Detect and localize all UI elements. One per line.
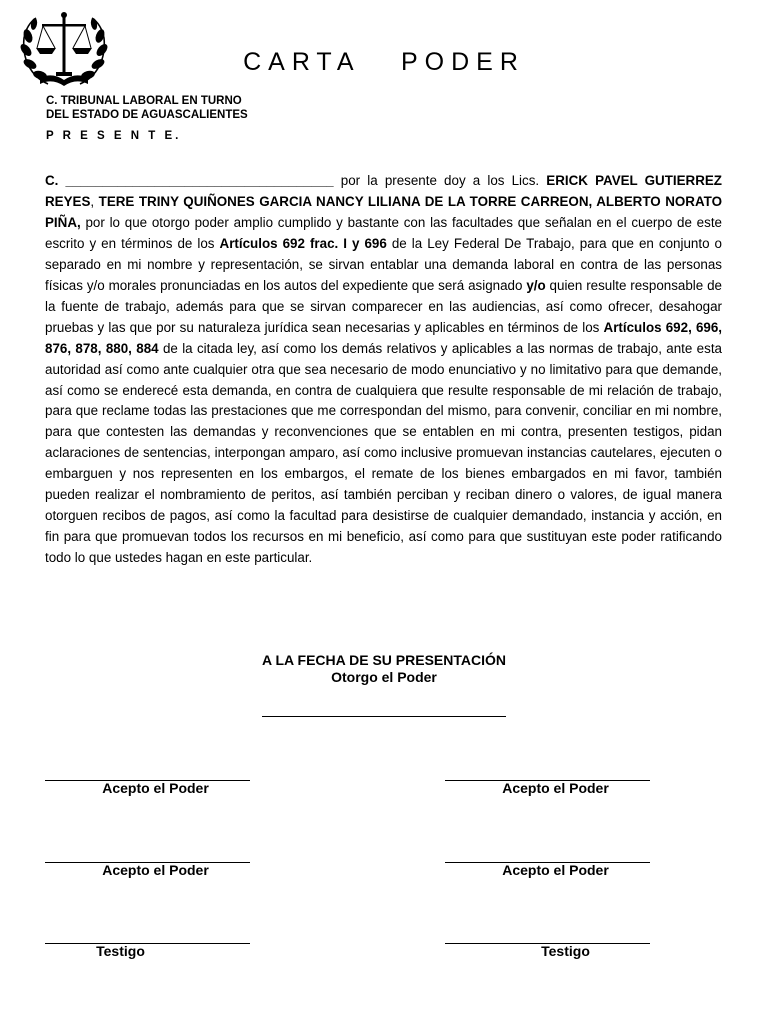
grantor-name-blank[interactable]: ____________________________________ [65,173,334,188]
presente-heading: P R E S E N T E. [46,130,182,142]
grantor-label: Otorgo el Poder [331,669,437,685]
body-text-segment: de la Ley Federal De Trabajo, para que en conjunto o separado en mi nombre y representación, se sirvan entablar una demanda laboral en contra de las personas físicas y/o morales pronunciadas en los autos del expediente que será asignado [45,235,722,293]
attorney-name: ERICK PAVEL GUTIERREZ REYES [45,173,722,209]
legal-articles-ref: Artículos 692 frac. I y 696 [219,235,387,251]
body-c-prefix: C. [45,173,66,188]
accept-power-label: Acepto el Poder [502,862,609,878]
accept-power-label: Acepto el Poder [102,862,209,878]
body-text-segment: por lo que otorgo poder amplio cumplido y bastante con las facultades que señalan en el cuerpo de este escrito y en términos de los [45,214,722,251]
accept-power-label: Acepto el Poder [502,780,609,796]
body-text-segment: , [90,193,99,209]
body-text-segment: por la presente doy a los Lics. [333,173,547,188]
presentation-date-heading: A LA FECHA DE SU PRESENTACIÓN [262,652,506,668]
body-text-segment: quien resulte responsable de la fuente de trabajo, además para que se sirvan comparecer en las audiencias, así como ofrecer, desahogar pruebas y las que por su naturaleza jurídica sean necesarias y aplicables en términos de los [45,277,722,335]
legal-articles-ref: Artículos 692, 696, 876, 878, 880, 884 [45,319,723,356]
body-text-segment: de la citada ley, así como los demás relativos y aplicables a las normas de trabajo, ante esta autoridad así como ante cualquier otra que sea necesario de modo enunciativo y no limitativo para que demande, así como se enderecé esta demanda, en contra de cualquiera que resulte responsable de mi relación de trabajo, para que reclame todas las prestaciones que me correspondan del mismo, para convenir, conciliar en mi nombre, para que contesten las demandas y reconvenciones que se entablen en mi contra, presenten testigos, pidan aclaraciones de sentencias, interpongan amparo, así como inclusive promuevan instancias cautelares, ejecuten o embarguen y nos representen en los embargos, el remate de los bienes embargados en mi favor, también pueden realizar el nombramiento de peritos, así también perciban y reciban dinero o valores, de igual manera otorguen recibos de pagos, así como la facultad para desistirse de cualquier demandado, instancia y acción, en fin para que promuevan todos los recursos en mi beneficio, así como para que sustituyan este poder ratificando todo lo que ustedes hagan en este particular. [45,340,722,566]
grantor-signature-line[interactable] [262,716,506,717]
addressee-line-1: C. TRIBUNAL LABORAL EN TURNO [46,95,242,107]
attorney-names: TERE TRINY QUIÑONES GARCIA NANCY LILIANA DE LA TORRE CARREON, ALBERTO NORATO PIÑA, [45,193,722,230]
power-of-attorney-body [45,171,722,569]
document-title: CARTA PODER [243,48,525,76]
addressee-line-2: DEL ESTADO DE AGUASCALIENTES [46,109,248,121]
and-or-emphasis: y/o [526,277,546,293]
witness-label: Testigo [96,943,145,959]
accept-power-label: Acepto el Poder [102,780,209,796]
witness-label: Testigo [541,943,590,959]
